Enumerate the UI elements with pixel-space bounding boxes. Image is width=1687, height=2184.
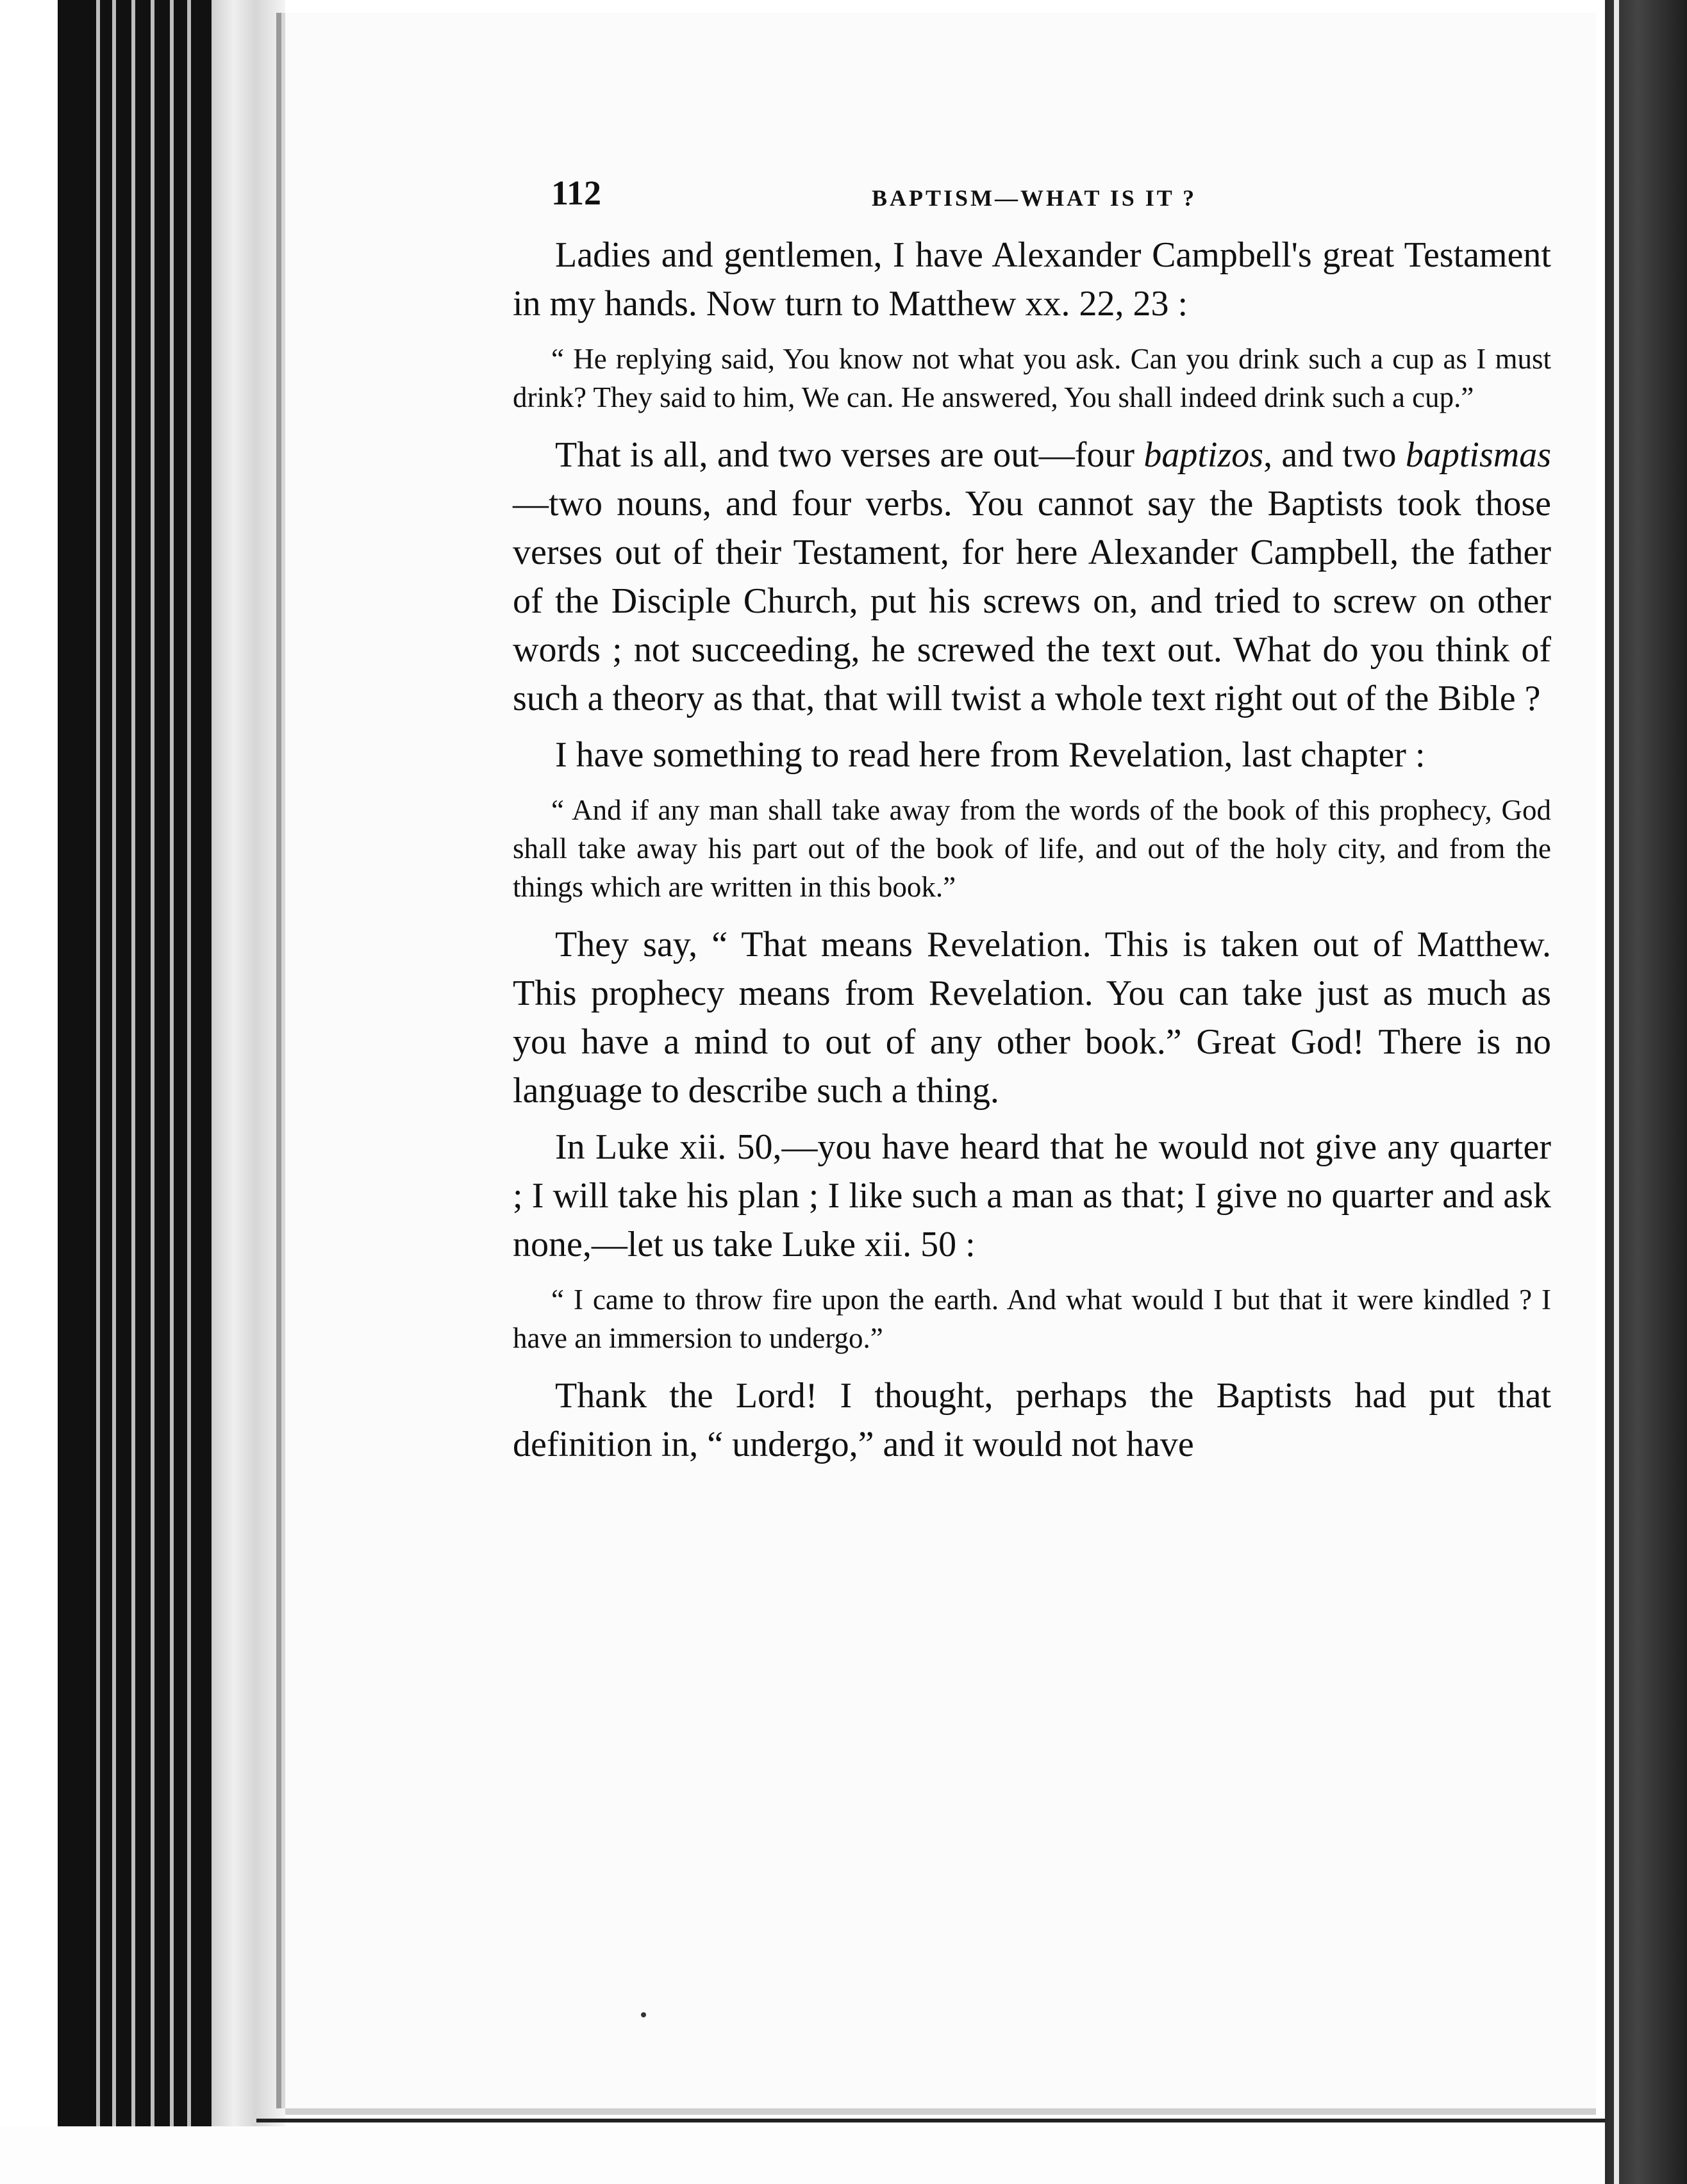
page-stack [212,0,285,2184]
page-number: 112 [551,174,602,212]
running-head: BAPTISM—WHAT IS IT ? [872,185,1197,211]
page-leaf [151,0,154,2184]
quotation-1: “ He replying said, You know not what you ask. Can you drink such a cup as I must drink? They said to him, We can. He answered, You shall indeed drink such a cup.” [513,343,1551,413]
page-leaf [96,0,100,2184]
ink-speck [641,2012,646,2017]
page-content [513,167,1551,1477]
paragraph-3: I have something to read here from Revelation, last chapter : [555,735,1425,775]
scan-bottom-margin [0,2126,1605,2184]
paragraph-5: In Luke xii. 50,—you have heard that he would not give any quarter ; I will take his plan ; I like such a man as that; I give no quarter and ask none,—let us take Luke xii. 50 : [513,1127,1551,1264]
greek-term-baptismas: baptismas [1405,435,1551,475]
quotation-3: “ I came to throw fire upon the earth. And what would I but that it were kindled ? I have an immersion to undergo.” [513,1284,1551,1354]
page-bottom-edge [256,2119,1605,2122]
quotation-2: “ And if any man shall take away from the words of the book of this prophecy, God shall take away his part out of the book of life, and out of the holy city, and from the things which are written in this book.” [513,794,1551,903]
page-leaf [170,0,174,2184]
page-header [513,167,1551,231]
book-edge-right [1605,0,1687,2184]
paragraph-2-text: , and two [1263,435,1406,475]
greek-term-baptizos: baptizos [1143,435,1264,475]
paragraph-2-text: —two nouns, and four verbs. You cannot say the Baptists took those verses out of their Testament, for here Alexander Campbell, the father of the Disciple Church, put his screws on, and tried to screw on other words ; not succeeding, he screwed the text out. What do you think of such a theory as that, that will twist a whole text right out of the Bible ? [513,484,1551,718]
paragraph-1: Ladies and gentlemen, I have Alexander Campbell's great Testament in my hands. Now turn to Matthew xx. 22, 23 : [513,235,1551,324]
page-edge-strip [1614,0,1619,2184]
page-leaf [131,0,135,2184]
page-leaf [112,0,116,2184]
paragraph-4: They say, “ That means Revelation. This is taken out of Matthew. This prophecy means from Revelation. You can take just as much as you have a mind to out of any other book.” Great God! There is no language to describe such a thing. [513,925,1551,1111]
page-leaf [187,0,191,2184]
paragraph-2-text: That is all, and two verses are out—four [555,435,1144,475]
paragraph-2 [513,431,1551,723]
paragraph-6: Thank the Lord! I thought, perhaps the Baptists had put that definition in, “ undergo,” and it would not have [513,1376,1551,1464]
